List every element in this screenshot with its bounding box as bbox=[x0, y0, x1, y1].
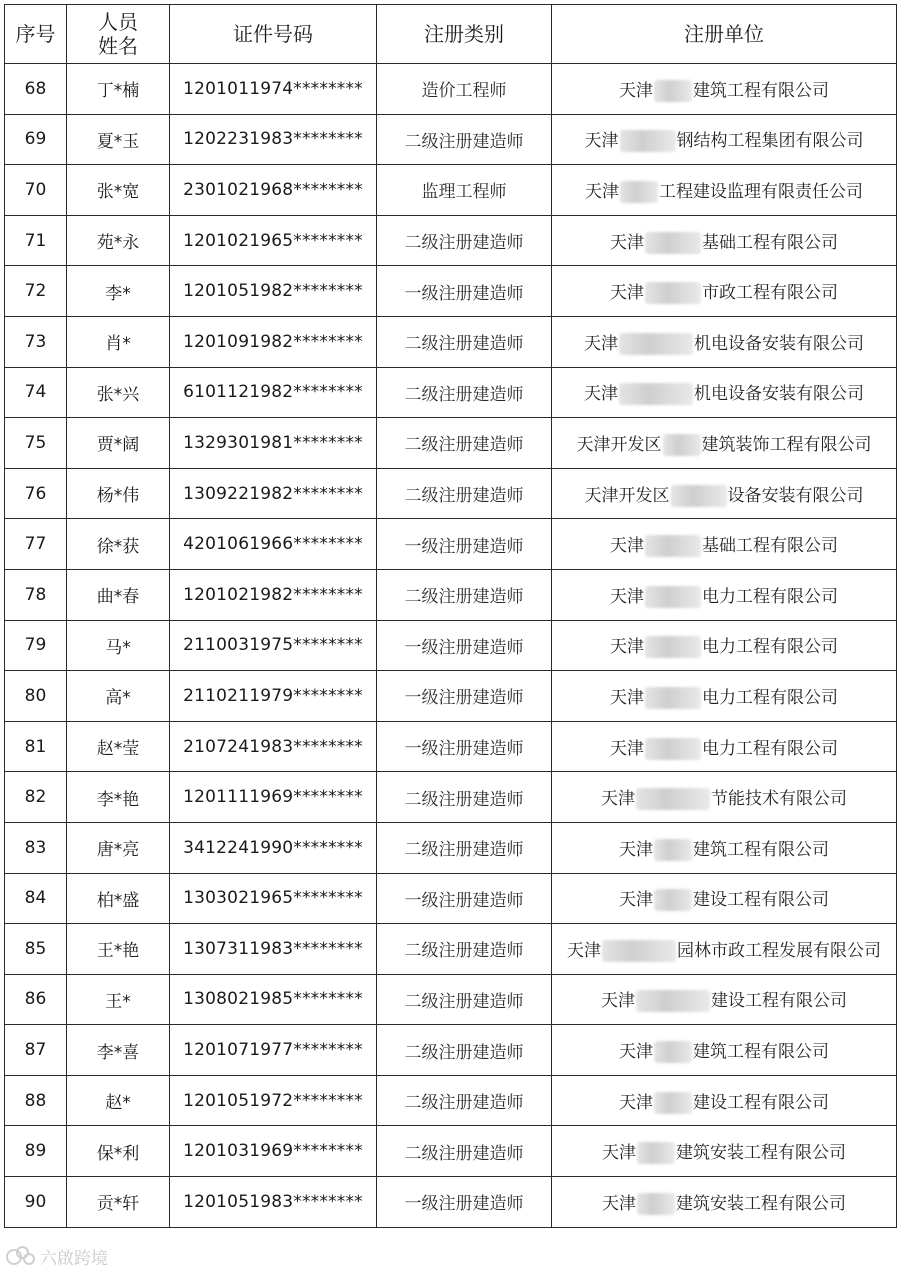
cell-registration-type: 二级注册建造师 bbox=[377, 822, 552, 873]
unit-suffix: 电力工程有限公司 bbox=[702, 687, 838, 708]
cell-id-number: 1201051983******** bbox=[170, 1177, 377, 1228]
cell-id-number: 2110031975******** bbox=[170, 620, 377, 671]
table-row bbox=[5, 266, 897, 317]
unit-prefix: 天津开发区 bbox=[584, 485, 670, 506]
unit-prefix: 天津 bbox=[619, 839, 653, 860]
cell-id-number: 1201111969******** bbox=[170, 772, 377, 823]
redaction-blur bbox=[645, 738, 701, 760]
cell-person-name: 张*兴 bbox=[67, 367, 170, 418]
table-row bbox=[5, 418, 897, 469]
cell-registration-type: 一级注册建造师 bbox=[377, 671, 552, 722]
cell-serial-number: 69 bbox=[5, 114, 67, 165]
cell-person-name: 肖* bbox=[67, 316, 170, 367]
cell-serial-number: 70 bbox=[5, 165, 67, 216]
cell-person-name: 苑*永 bbox=[67, 215, 170, 266]
cell-registration-type: 二级注册建造师 bbox=[377, 114, 552, 165]
cell-registration-unit bbox=[552, 620, 897, 671]
cell-registration-unit bbox=[552, 974, 897, 1025]
cell-serial-number: 79 bbox=[5, 620, 67, 671]
cell-registration-unit bbox=[552, 316, 897, 367]
cell-serial-number: 77 bbox=[5, 519, 67, 570]
cell-serial-number: 76 bbox=[5, 468, 67, 519]
unit-suffix: 钢结构工程集团有限公司 bbox=[676, 131, 864, 152]
redaction-blur bbox=[645, 232, 701, 254]
cell-person-name: 夏*玉 bbox=[67, 114, 170, 165]
cell-serial-number: 73 bbox=[5, 316, 67, 367]
unit-suffix: 市政工程有限公司 bbox=[702, 283, 838, 304]
redaction-blur bbox=[645, 586, 701, 608]
unit-prefix: 天津 bbox=[610, 637, 644, 658]
table-row bbox=[5, 1025, 897, 1076]
unit-suffix: 建筑装饰工程有限公司 bbox=[701, 434, 872, 455]
cell-person-name: 杨*伟 bbox=[67, 468, 170, 519]
unit-suffix: 建筑工程有限公司 bbox=[693, 839, 829, 860]
unit-suffix: 建筑工程有限公司 bbox=[693, 1042, 829, 1063]
cell-person-name: 高* bbox=[67, 671, 170, 722]
unit-prefix: 天津 bbox=[601, 991, 635, 1012]
redaction-blur bbox=[654, 1041, 692, 1063]
redaction-blur bbox=[663, 434, 701, 456]
cell-registration-type: 二级注册建造师 bbox=[377, 974, 552, 1025]
cell-registration-type: 一级注册建造师 bbox=[377, 519, 552, 570]
table-row bbox=[5, 215, 897, 266]
redaction-blur bbox=[602, 940, 676, 962]
cell-serial-number: 84 bbox=[5, 873, 67, 924]
cell-serial-number: 87 bbox=[5, 1025, 67, 1076]
table-row bbox=[5, 620, 897, 671]
redaction-blur bbox=[654, 889, 692, 911]
header-id-number: 证件号码 bbox=[170, 5, 377, 64]
cell-registration-unit bbox=[552, 1177, 897, 1228]
redaction-blur bbox=[645, 535, 701, 557]
cell-registration-type: 一级注册建造师 bbox=[377, 1177, 552, 1228]
unit-prefix: 天津 bbox=[602, 1143, 636, 1164]
cell-serial-number: 83 bbox=[5, 822, 67, 873]
cell-person-name: 李*艳 bbox=[67, 772, 170, 823]
cell-id-number: 2107241983******** bbox=[170, 721, 377, 772]
cell-person-name: 王* bbox=[67, 974, 170, 1025]
redaction-blur bbox=[619, 333, 693, 355]
watermark-text: 六啟跨境 bbox=[40, 1248, 108, 1269]
cell-serial-number: 80 bbox=[5, 671, 67, 722]
redaction-blur bbox=[654, 1092, 692, 1114]
cell-person-name: 柏*盛 bbox=[67, 873, 170, 924]
cell-serial-number: 78 bbox=[5, 569, 67, 620]
cell-registration-type: 二级注册建造师 bbox=[377, 316, 552, 367]
unit-suffix: 基础工程有限公司 bbox=[702, 536, 838, 557]
cell-id-number: 1308021985******** bbox=[170, 974, 377, 1025]
cell-serial-number: 85 bbox=[5, 924, 67, 975]
cell-registration-type: 一级注册建造师 bbox=[377, 721, 552, 772]
cell-person-name: 唐*亮 bbox=[67, 822, 170, 873]
redaction-blur bbox=[645, 687, 701, 709]
cell-id-number: 1201071977******** bbox=[170, 1025, 377, 1076]
table-row bbox=[5, 468, 897, 519]
cell-id-number: 1201021965******** bbox=[170, 215, 377, 266]
unit-prefix: 天津 bbox=[610, 687, 644, 708]
table-row bbox=[5, 569, 897, 620]
cell-serial-number: 71 bbox=[5, 215, 67, 266]
redaction-blur bbox=[654, 80, 692, 102]
cell-serial-number: 88 bbox=[5, 1075, 67, 1126]
cell-registration-type: 二级注册建造师 bbox=[377, 1025, 552, 1076]
table-row bbox=[5, 64, 897, 115]
cell-registration-type: 监理工程师 bbox=[377, 165, 552, 216]
redaction-blur bbox=[645, 282, 701, 304]
cell-registration-type: 二级注册建造师 bbox=[377, 1126, 552, 1177]
table-row bbox=[5, 519, 897, 570]
cell-registration-type: 二级注册建造师 bbox=[377, 569, 552, 620]
unit-prefix: 天津 bbox=[567, 940, 601, 961]
cell-registration-unit bbox=[552, 418, 897, 469]
cell-registration-type: 一级注册建造师 bbox=[377, 266, 552, 317]
cell-person-name: 保*利 bbox=[67, 1126, 170, 1177]
cell-registration-unit bbox=[552, 924, 897, 975]
cell-registration-unit bbox=[552, 671, 897, 722]
cell-id-number: 1309221982******** bbox=[170, 468, 377, 519]
unit-suffix: 基础工程有限公司 bbox=[702, 232, 838, 253]
cell-serial-number: 86 bbox=[5, 974, 67, 1025]
header-row bbox=[5, 5, 897, 64]
cell-person-name: 徐*获 bbox=[67, 519, 170, 570]
unit-suffix: 园林市政工程发展有限公司 bbox=[677, 940, 881, 961]
cell-person-name: 王*艳 bbox=[67, 924, 170, 975]
unit-suffix: 建设工程有限公司 bbox=[693, 890, 829, 911]
unit-suffix: 设备安装有限公司 bbox=[727, 485, 864, 506]
header-person-name-line1: 人员 bbox=[98, 10, 138, 34]
cell-serial-number: 81 bbox=[5, 721, 67, 772]
cell-registration-type: 二级注册建造师 bbox=[377, 468, 552, 519]
cell-person-name: 赵*莹 bbox=[67, 721, 170, 772]
unit-suffix: 机电设备安装有限公司 bbox=[694, 333, 864, 354]
cell-id-number: 1201021982******** bbox=[170, 569, 377, 620]
circles-logo-icon bbox=[6, 1246, 36, 1266]
watermark bbox=[6, 1243, 108, 1269]
cell-registration-type: 一级注册建造师 bbox=[377, 620, 552, 671]
table-row bbox=[5, 316, 897, 367]
unit-suffix: 建设工程有限公司 bbox=[711, 991, 847, 1012]
unit-prefix: 天津 bbox=[619, 1092, 653, 1113]
cell-serial-number: 82 bbox=[5, 772, 67, 823]
cell-registration-type: 二级注册建造师 bbox=[377, 367, 552, 418]
cell-id-number: 1201091982******** bbox=[170, 316, 377, 367]
cell-serial-number: 68 bbox=[5, 64, 67, 115]
redaction-blur bbox=[636, 990, 710, 1012]
unit-prefix: 天津 bbox=[610, 536, 644, 557]
cell-person-name: 马* bbox=[67, 620, 170, 671]
cell-id-number: 1307311983******** bbox=[170, 924, 377, 975]
table-row bbox=[5, 114, 897, 165]
unit-prefix: 天津 bbox=[619, 80, 653, 101]
cell-id-number: 1303021965******** bbox=[170, 873, 377, 924]
cell-registration-unit bbox=[552, 1075, 897, 1126]
cell-serial-number: 72 bbox=[5, 266, 67, 317]
unit-suffix: 建筑工程有限公司 bbox=[693, 80, 829, 101]
cell-person-name: 贡*轩 bbox=[67, 1177, 170, 1228]
unit-prefix: 天津 bbox=[584, 333, 618, 354]
cell-registration-unit bbox=[552, 569, 897, 620]
cell-person-name: 赵* bbox=[67, 1075, 170, 1126]
cell-registration-unit bbox=[552, 1025, 897, 1076]
unit-prefix: 天津 bbox=[610, 232, 644, 253]
unit-prefix: 天津 bbox=[619, 1042, 653, 1063]
unit-prefix: 天津 bbox=[585, 181, 619, 202]
cell-serial-number: 90 bbox=[5, 1177, 67, 1228]
redaction-blur bbox=[636, 788, 710, 810]
cell-registration-type: 二级注册建造师 bbox=[377, 418, 552, 469]
unit-suffix: 建筑安装工程有限公司 bbox=[676, 1143, 846, 1164]
cell-id-number: 1329301981******** bbox=[170, 418, 377, 469]
cell-registration-type: 二级注册建造师 bbox=[377, 1075, 552, 1126]
redaction-blur bbox=[654, 839, 692, 861]
cell-id-number: 3412241990******** bbox=[170, 822, 377, 873]
cell-id-number: 6101121982******** bbox=[170, 367, 377, 418]
table-row bbox=[5, 367, 897, 418]
cell-person-name: 曲*春 bbox=[67, 569, 170, 620]
table-header bbox=[5, 5, 897, 64]
cell-id-number: 1202231983******** bbox=[170, 114, 377, 165]
cell-registration-type: 一级注册建造师 bbox=[377, 873, 552, 924]
unit-suffix: 电力工程有限公司 bbox=[702, 586, 838, 607]
cell-registration-unit bbox=[552, 873, 897, 924]
unit-suffix: 电力工程有限公司 bbox=[702, 637, 838, 658]
unit-prefix: 天津 bbox=[584, 131, 619, 152]
cell-serial-number: 75 bbox=[5, 418, 67, 469]
redaction-blur bbox=[645, 636, 701, 658]
unit-suffix: 建设工程有限公司 bbox=[693, 1092, 829, 1113]
table-row bbox=[5, 1177, 897, 1228]
cell-registration-type: 二级注册建造师 bbox=[377, 924, 552, 975]
table-row bbox=[5, 671, 897, 722]
unit-prefix: 天津 bbox=[610, 283, 644, 304]
cell-registration-unit bbox=[552, 114, 897, 165]
cell-registration-unit bbox=[552, 266, 897, 317]
unit-suffix: 工程建设监理有限责任公司 bbox=[659, 181, 863, 202]
cell-person-name: 贾*阔 bbox=[67, 418, 170, 469]
cell-id-number: 2110211979******** bbox=[170, 671, 377, 722]
redaction-blur bbox=[637, 1193, 675, 1215]
cell-id-number: 1201051982******** bbox=[170, 266, 377, 317]
unit-prefix: 天津 bbox=[619, 890, 653, 911]
cell-person-name: 张*宽 bbox=[67, 165, 170, 216]
table-row bbox=[5, 974, 897, 1025]
unit-prefix: 天津 bbox=[584, 384, 618, 405]
cell-registration-unit bbox=[552, 468, 897, 519]
unit-prefix: 天津 bbox=[610, 586, 644, 607]
unit-prefix: 天津 bbox=[601, 789, 635, 810]
cell-person-name: 李* bbox=[67, 266, 170, 317]
table-row bbox=[5, 822, 897, 873]
table-row bbox=[5, 1075, 897, 1126]
cell-id-number: 2301021968******** bbox=[170, 165, 377, 216]
registration-table bbox=[4, 4, 897, 1228]
unit-suffix: 节能技术有限公司 bbox=[711, 789, 847, 810]
header-serial-number: 序号 bbox=[5, 5, 67, 64]
cell-registration-unit bbox=[552, 1126, 897, 1177]
header-registration-unit: 注册单位 bbox=[552, 5, 897, 64]
table-row bbox=[5, 721, 897, 772]
table-row bbox=[5, 873, 897, 924]
table-row bbox=[5, 924, 897, 975]
cell-id-number: 1201011974******** bbox=[170, 64, 377, 115]
cell-person-name: 李*喜 bbox=[67, 1025, 170, 1076]
cell-registration-unit bbox=[552, 519, 897, 570]
redaction-blur bbox=[620, 130, 676, 152]
redaction-blur bbox=[637, 1142, 675, 1164]
unit-suffix: 电力工程有限公司 bbox=[702, 738, 838, 759]
cell-person-name: 丁*楠 bbox=[67, 64, 170, 115]
unit-suffix: 机电设备安装有限公司 bbox=[694, 384, 864, 405]
unit-prefix: 天津 bbox=[610, 738, 644, 759]
redaction-blur bbox=[671, 485, 727, 507]
cell-registration-type: 造价工程师 bbox=[377, 64, 552, 115]
unit-prefix: 天津开发区 bbox=[576, 434, 662, 455]
header-person-name bbox=[67, 5, 170, 64]
cell-registration-unit bbox=[552, 772, 897, 823]
cell-registration-unit bbox=[552, 721, 897, 772]
cell-registration-type: 二级注册建造师 bbox=[377, 772, 552, 823]
unit-prefix: 天津 bbox=[602, 1193, 636, 1214]
cell-registration-unit bbox=[552, 64, 897, 115]
cell-id-number: 1201031969******** bbox=[170, 1126, 377, 1177]
header-registration-type: 注册类别 bbox=[377, 5, 552, 64]
cell-registration-unit bbox=[552, 367, 897, 418]
redaction-blur bbox=[619, 383, 693, 405]
table-row bbox=[5, 165, 897, 216]
table-row bbox=[5, 1126, 897, 1177]
cell-registration-unit bbox=[552, 165, 897, 216]
cell-registration-type: 二级注册建造师 bbox=[377, 215, 552, 266]
cell-registration-unit bbox=[552, 822, 897, 873]
redaction-blur bbox=[620, 181, 658, 203]
table-body bbox=[5, 64, 897, 1228]
table-row bbox=[5, 772, 897, 823]
cell-id-number: 1201051972******** bbox=[170, 1075, 377, 1126]
cell-id-number: 4201061966******** bbox=[170, 519, 377, 570]
unit-suffix: 建筑安装工程有限公司 bbox=[676, 1193, 846, 1214]
cell-serial-number: 89 bbox=[5, 1126, 67, 1177]
cell-registration-unit bbox=[552, 215, 897, 266]
header-person-name-line2: 姓名 bbox=[98, 34, 138, 58]
cell-serial-number: 74 bbox=[5, 367, 67, 418]
